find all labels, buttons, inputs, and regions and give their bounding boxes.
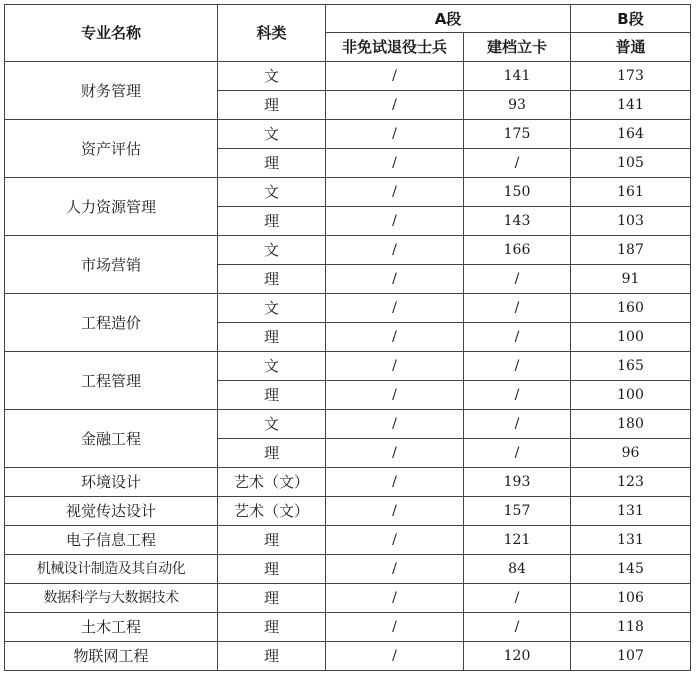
a-poverty-cell: 175 (464, 120, 571, 149)
major-name-cell: 金融工程 (5, 410, 218, 468)
header-major-name: 专业名称 (5, 5, 218, 62)
table-row (5, 468, 691, 497)
table-row (5, 642, 691, 671)
a-poverty-cell: 93 (464, 91, 571, 120)
major-name-cell: 视觉传达设计 (5, 497, 218, 526)
header-a-poverty-registered: 建档立卡 (464, 33, 571, 62)
b-regular-cell: 105 (571, 149, 691, 178)
a-veterans-cell: / (326, 265, 464, 294)
category-cell: 文 (218, 178, 326, 207)
category-cell: 理 (218, 642, 326, 671)
category-cell: 理 (218, 265, 326, 294)
table-row (5, 584, 691, 613)
b-regular-cell: 145 (571, 555, 691, 584)
a-veterans-cell: / (326, 468, 464, 497)
a-veterans-cell: / (326, 555, 464, 584)
major-name-cell: 机械设计制造及其自动化 (5, 555, 218, 584)
table-row (5, 526, 691, 555)
a-veterans-cell: / (326, 613, 464, 642)
a-poverty-cell: 193 (464, 468, 571, 497)
category-cell: 文 (218, 62, 326, 91)
a-veterans-cell: / (326, 381, 464, 410)
header-b-regular: 普通 (571, 33, 691, 62)
table-row (5, 497, 691, 526)
b-regular-cell: 123 (571, 468, 691, 497)
admission-score-table (4, 4, 691, 671)
a-veterans-cell: / (326, 207, 464, 236)
category-cell: 文 (218, 352, 326, 381)
a-poverty-cell: / (464, 381, 571, 410)
header-section-a: A段 (326, 5, 571, 33)
a-veterans-cell: / (326, 584, 464, 613)
a-veterans-cell: / (326, 236, 464, 265)
category-cell: 理 (218, 149, 326, 178)
header-category: 科类 (218, 5, 326, 62)
a-veterans-cell: / (326, 149, 464, 178)
major-name-cell: 物联网工程 (5, 642, 218, 671)
b-regular-cell: 100 (571, 323, 691, 352)
b-regular-cell: 131 (571, 497, 691, 526)
major-name-cell: 土木工程 (5, 613, 218, 642)
table-row (5, 613, 691, 642)
b-regular-cell: 107 (571, 642, 691, 671)
major-name-cell: 电子信息工程 (5, 526, 218, 555)
a-poverty-cell: 84 (464, 555, 571, 584)
table-header (5, 5, 691, 62)
b-regular-cell: 165 (571, 352, 691, 381)
a-poverty-cell: / (464, 352, 571, 381)
a-poverty-cell: / (464, 265, 571, 294)
a-veterans-cell: / (326, 410, 464, 439)
category-cell: 理 (218, 526, 326, 555)
b-regular-cell: 106 (571, 584, 691, 613)
b-regular-cell: 118 (571, 613, 691, 642)
b-regular-cell: 164 (571, 120, 691, 149)
table-row (5, 236, 691, 265)
a-poverty-cell: / (464, 410, 571, 439)
a-poverty-cell: 121 (464, 526, 571, 555)
category-cell: 理 (218, 613, 326, 642)
table-row (5, 352, 691, 381)
major-name-cell: 资产评估 (5, 120, 218, 178)
b-regular-cell: 141 (571, 91, 691, 120)
category-cell: 艺术（文） (218, 468, 326, 497)
category-cell: 文 (218, 120, 326, 149)
a-poverty-cell: 120 (464, 642, 571, 671)
table-row (5, 120, 691, 149)
major-name-cell: 环境设计 (5, 468, 218, 497)
category-cell: 文 (218, 410, 326, 439)
table-body (5, 62, 691, 671)
b-regular-cell: 100 (571, 381, 691, 410)
category-cell: 理 (218, 381, 326, 410)
a-poverty-cell: / (464, 584, 571, 613)
major-name-cell: 人力资源管理 (5, 178, 218, 236)
b-regular-cell: 131 (571, 526, 691, 555)
a-poverty-cell: / (464, 149, 571, 178)
b-regular-cell: 180 (571, 410, 691, 439)
b-regular-cell: 187 (571, 236, 691, 265)
a-poverty-cell: 143 (464, 207, 571, 236)
category-cell: 艺术（文） (218, 497, 326, 526)
major-name-cell: 市场营销 (5, 236, 218, 294)
a-poverty-cell: / (464, 613, 571, 642)
category-cell: 文 (218, 294, 326, 323)
a-veterans-cell: / (326, 642, 464, 671)
b-regular-cell: 160 (571, 294, 691, 323)
a-veterans-cell: / (326, 497, 464, 526)
admission-table-container (4, 4, 691, 671)
a-poverty-cell: 150 (464, 178, 571, 207)
a-veterans-cell: / (326, 120, 464, 149)
table-row (5, 555, 691, 584)
table-row (5, 62, 691, 91)
major-name-cell: 工程造价 (5, 294, 218, 352)
category-cell: 理 (218, 91, 326, 120)
category-cell: 理 (218, 555, 326, 584)
table-row (5, 178, 691, 207)
b-regular-cell: 173 (571, 62, 691, 91)
major-name-cell: 财务管理 (5, 62, 218, 120)
a-poverty-cell: 141 (464, 62, 571, 91)
b-regular-cell: 103 (571, 207, 691, 236)
b-regular-cell: 91 (571, 265, 691, 294)
a-veterans-cell: / (326, 526, 464, 555)
a-poverty-cell: 166 (464, 236, 571, 265)
header-section-b: B段 (571, 5, 691, 33)
category-cell: 理 (218, 207, 326, 236)
header-a-veterans: 非免试退役士兵 (326, 33, 464, 62)
a-poverty-cell: / (464, 439, 571, 468)
b-regular-cell: 161 (571, 178, 691, 207)
table-row (5, 294, 691, 323)
a-poverty-cell: / (464, 323, 571, 352)
major-name-cell: 数据科学与大数据技术 (5, 584, 218, 613)
category-cell: 理 (218, 584, 326, 613)
a-veterans-cell: / (326, 323, 464, 352)
a-veterans-cell: / (326, 352, 464, 381)
a-veterans-cell: / (326, 439, 464, 468)
a-poverty-cell: 157 (464, 497, 571, 526)
major-name-cell: 工程管理 (5, 352, 218, 410)
a-veterans-cell: / (326, 62, 464, 91)
table-row (5, 410, 691, 439)
a-veterans-cell: / (326, 178, 464, 207)
category-cell: 文 (218, 236, 326, 265)
a-veterans-cell: / (326, 91, 464, 120)
category-cell: 理 (218, 439, 326, 468)
a-poverty-cell: / (464, 294, 571, 323)
category-cell: 理 (218, 323, 326, 352)
b-regular-cell: 96 (571, 439, 691, 468)
a-veterans-cell: / (326, 294, 464, 323)
